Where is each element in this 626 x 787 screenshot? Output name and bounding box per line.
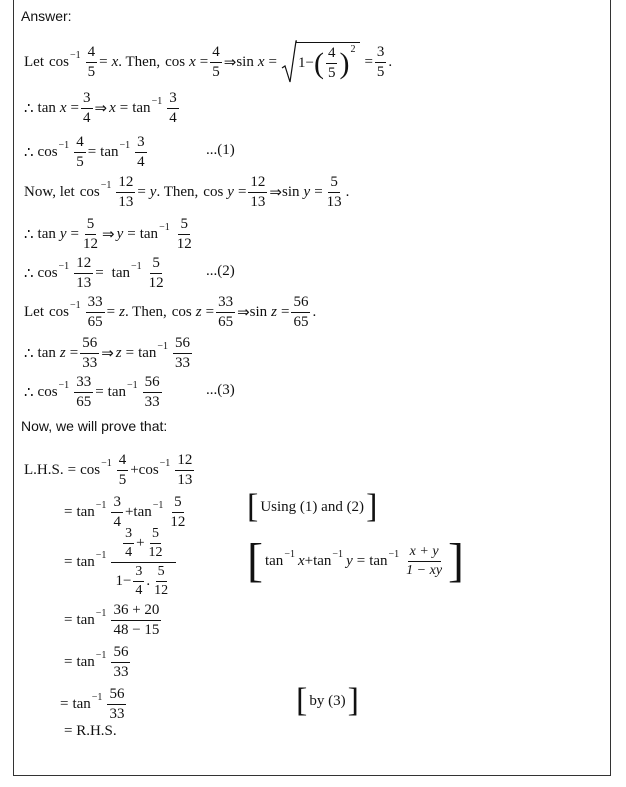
note-formula: [ tan −1 x + tan −1 y = tan −1 $\frac{x + y}{1 - xy}$ ]	[247, 534, 465, 587]
line-step-4: = tan −1 $\frac{56}{33}$	[64, 643, 129, 680]
line-let-x: Let cos −1 $\frac{4}{5}$ = x . Then, cos x = $\frac{4}{5}$ ⇒ sin x = 1 − ( $\frac{4}{5}$ ) 2 = $\frac{3}{5}$ .	[24, 52, 392, 72]
note-by-3: [ by (3) ]	[296, 682, 359, 719]
line-eq-3: ∴ cos −1 $\frac{33}{65}$ = tan −1 $\frac{56}{33}$	[24, 373, 160, 410]
equation-label-3: ...(3)	[206, 382, 235, 398]
proof-intro: Now, we will prove that:	[21, 418, 168, 434]
line-eq-2: ∴ cos −1 $\frac{12}{13}$ = tan −1 $\frac{5}{12}$	[24, 254, 164, 291]
equation-label-2: ...(2)	[206, 263, 235, 279]
radical-sign	[281, 40, 297, 84]
answer-heading: Answer:	[21, 8, 72, 24]
line-let-z: Let cos −1 $\frac{33}{65}$ = z . Then, cos z = $\frac{33}{65}$ ⇒ sin z = $\frac{56}{65}$ .	[24, 293, 317, 330]
line-step-2: = tan −1 $\frac{3}{4}$ + $\frac{5}{12}$ 1 − $\frac{3}{4}$ . $\frac{5}{12}$	[64, 527, 176, 597]
line-eq-1: ∴ cos −1 $\frac{4}{5}$ = tan −1 $\frac{3}{4}$	[24, 133, 145, 170]
line-tan-x: ∴ tan x = $\frac{3}{4}$ ⇒ x = tan −1 $\frac{3}{4}$	[24, 89, 177, 126]
fraction-4-5: $\frac{4}{5}$	[87, 43, 96, 80]
line-lhs: L.H.S. = cos −1 $\frac{4}{5}$ + cos −1 $\frac{12}{13}$	[24, 451, 193, 488]
line-let-y: Now, let cos −1 $\frac{12}{13}$ = y . Then, cos y = $\frac{12}{13}$ ⇒ sin y = $\frac{5}{13}$ .	[24, 173, 350, 210]
note-using-1-2: [ Using (1) and (2) ]	[247, 488, 378, 525]
equation-label-1: ...(1)	[206, 142, 235, 158]
line-tan-y: ∴ tan y = $\frac{5}{12}$ ⇒ y = tan −1 $\frac{5}{12}$	[24, 215, 192, 252]
line-step-1: = tan −1 $\frac{3}{4}$ + tan −1 $\frac{5}{12}$	[64, 493, 186, 530]
compound-fraction: $\frac{3}{4}$ + $\frac{5}{12}$ 1 − $\frac{3}{4}$ . $\frac{5}{12}$	[111, 527, 176, 598]
line-tan-z: ∴ tan z = $\frac{56}{33}$ ⇒ z = tan −1 $\frac{56}{33}$	[24, 334, 191, 371]
line-step-5: = tan −1 $\frac{56}{33}$	[60, 685, 125, 722]
line-rhs: = R.H.S.	[64, 723, 117, 739]
line-step-3: = tan −1 $\frac{36 + 20}{48 - 15}$	[64, 601, 160, 638]
square-root: 1 − ( $\frac{4}{5}$ ) 2	[281, 40, 360, 84]
